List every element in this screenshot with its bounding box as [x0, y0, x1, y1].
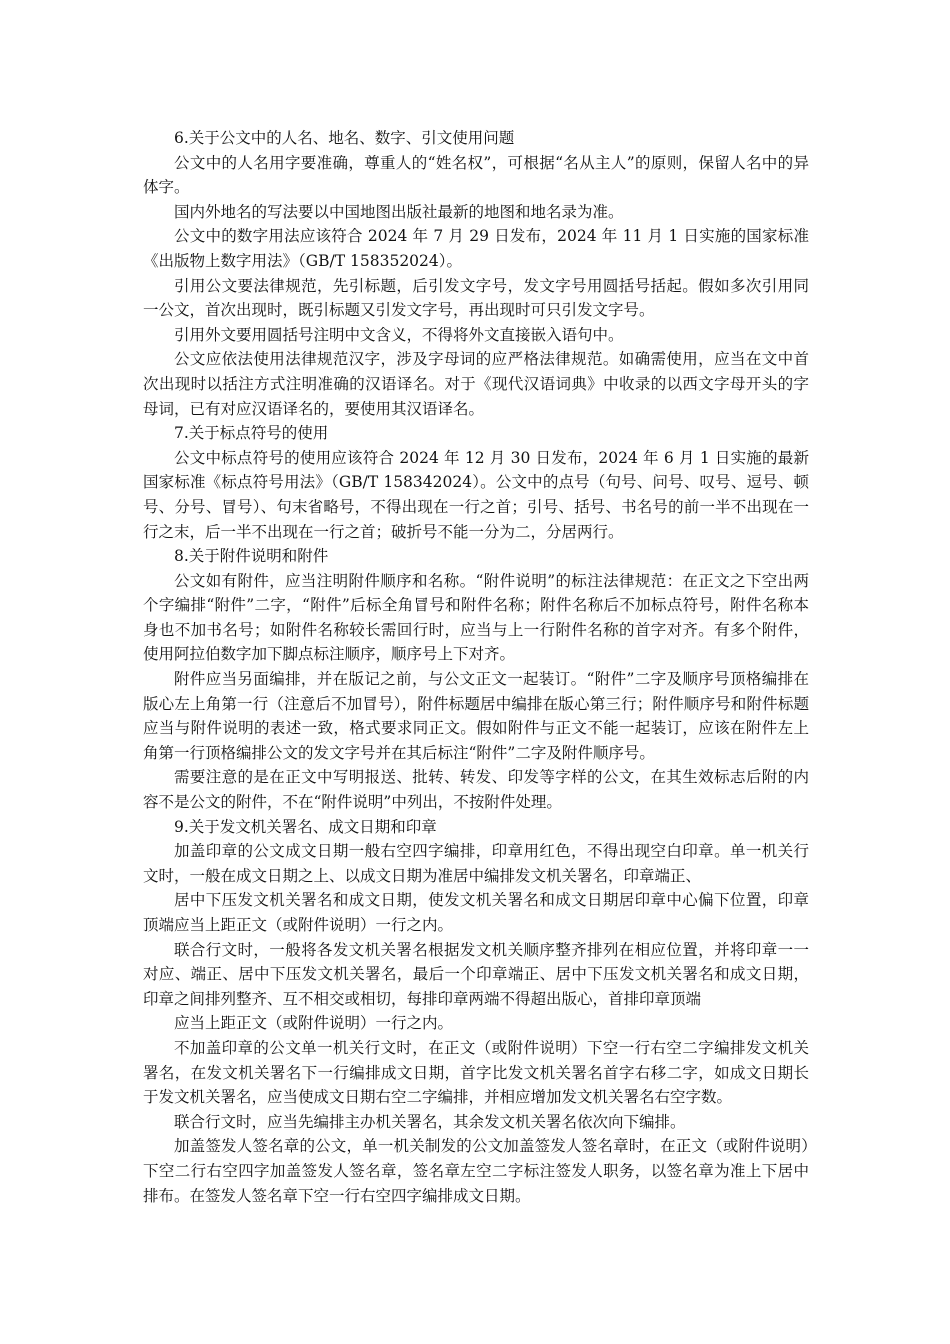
body-paragraph: 联合行文时，一般将各发文机关署名根据发文机关顺序整齐排列在相应位置，并将印章一一对应、端正、居中下压发文机关署名，最后一个印章端正、居中下压发文机关署名和成文日期，印章之间排列整齐、互不相交或相切，每排印章两端不得超出版心，首排印章顶端: [143, 940, 809, 1008]
body-paragraph: 公文中标点符号的使用应该符合 2024 年 12 月 30 日发布，2024 年 6 月 1 日实施的最新国家标准《标点符号用法》（GB/T 158342024）。公文中的点号（句号、问号、叹号、逗号、顿号、分号、冒号）、句末省略号，不得出现在一行之首；引号、括号、书名号的前一半不出现在一行之末，后一半不出现在一行之首；破折号不能一分为二，分居两行。: [143, 448, 809, 541]
section-heading: 8.关于附件说明和附件: [174, 547, 329, 566]
body-paragraph: 不加盖印章的公文单一机关行文时，在正文（或附件说明）下空一行右空二字编排发文机关署名，在发文机关署名下一行编排成文日期，首字比发文机关署名首字右移二字，如成文日期长于发文机关署名，应当使成文日期右空二字编排，并相应增加发文机关署名右空字数。: [143, 1038, 809, 1107]
body-paragraph: 居中下压发文机关署名和成文日期，使发文机关署名和成文日期居印章中心偏下位置，印章顶端应当上距正文（或附件说明）一行之内。: [143, 891, 809, 934]
body-paragraph: 公文如有附件，应当注明附件顺序和名称。“附件说明”的标注法律规范：在正文之下空出两个字编排“附件”二字，“附件”后标全角冒号和附件名称；附件名称后不加标点符号，附件名称本身也不加书名号；如附件名称较长需回行时，应当与上一行附件名称的首字对齐。有多个附件，使用阿拉伯数字加下脚点标注顺序，顺序号上下对齐。: [143, 571, 809, 664]
body-paragraph: 联合行文时，应当先编排主办机关署名，其余发文机关署名依次向下编排。: [174, 1112, 686, 1131]
body-paragraph: 加盖印章的公文成文日期一般右空四字编排，印章用红色，不得出现空白印章。单一机关行文时，一般在成文日期之上、以成文日期为准居中编排发文机关署名，印章端正、: [143, 842, 809, 885]
section-heading: 9.关于发文机关署名、成文日期和印章: [174, 817, 437, 836]
section-heading: 6.关于公文中的人名、地名、数字、引文使用问题: [174, 129, 515, 147]
section-heading: 7.关于标点符号的使用: [174, 424, 329, 443]
body-paragraph: 应当上距正文（或附件说明）一行之内。: [174, 1014, 454, 1033]
body-paragraph: 公文应依法使用法律规范汉字，涉及字母词的应严格法律规范。如确需使用，应当在文中首次出现时以括注方式注明准确的汉语译名。对于《现代汉语词典》中收录的以西文字母开头的字母词，已有对应汉语译名的，要使用其汉语译名。: [143, 350, 809, 418]
body-paragraph: 引用公文要法律规范，先引标题，后引发文字号，发文字号用圆括号括起。假如多次引用同一公文，首次出现时，既引标题又引发文字号，再出现时可只引发文字号。: [143, 276, 809, 320]
body-paragraph: 附件应当另面编排，并在版记之前，与公文正文一起装订。“附件”二字及顺序号顶格编排在版心左上角第一行（注意后不加冒号），附件标题居中编排在版心第三行；附件顺序号和附件标题应当与附件说明的表述一致，格式要求同正文。假如附件与正文不能一起装订，应该在附件左上角第一行顶格编排公文的发文字号并在其后标注“附件”二字及附件顺序号。: [143, 670, 809, 762]
body-paragraph: 加盖签发人签名章的公文，单一机关制发的公文加盖签发人签名章时，在正文（或附件说明）下空二行右空四字加盖签发人签名章，签名章左空二字标注签发人职务，以签名章为准上下居中排布。在签发人签名章下空一行右空四字编排成文日期。: [143, 1137, 809, 1205]
body-paragraph: 需要注意的是在正文中写明报送、批转、转发、印发等字样的公文，在其生效标志后附的内容不是公文的附件，不在“附件说明”中列出，不按附件处理。: [143, 768, 809, 812]
body-paragraph: 公文中的人名用字要准确，尊重人的“姓名权”，可根据“名从主人”的原则，保留人名中的异体字。: [143, 153, 809, 197]
body-paragraph: 国内外地名的写法要以中国地图出版社最新的地图和地名录为准。: [174, 202, 624, 221]
body-paragraph: 引用外文要用圆括号注明中文含义，不得将外文直接嵌入语句中。: [174, 325, 624, 344]
body-paragraph: 公文中的数字用法应该符合 2024 年 7 月 29 日发布，2024 年 11 月 1 日实施的国家标准《出版物上数字用法》（GB/T 158352024）。: [143, 227, 809, 270]
document-page: [143, 126, 809, 1208]
